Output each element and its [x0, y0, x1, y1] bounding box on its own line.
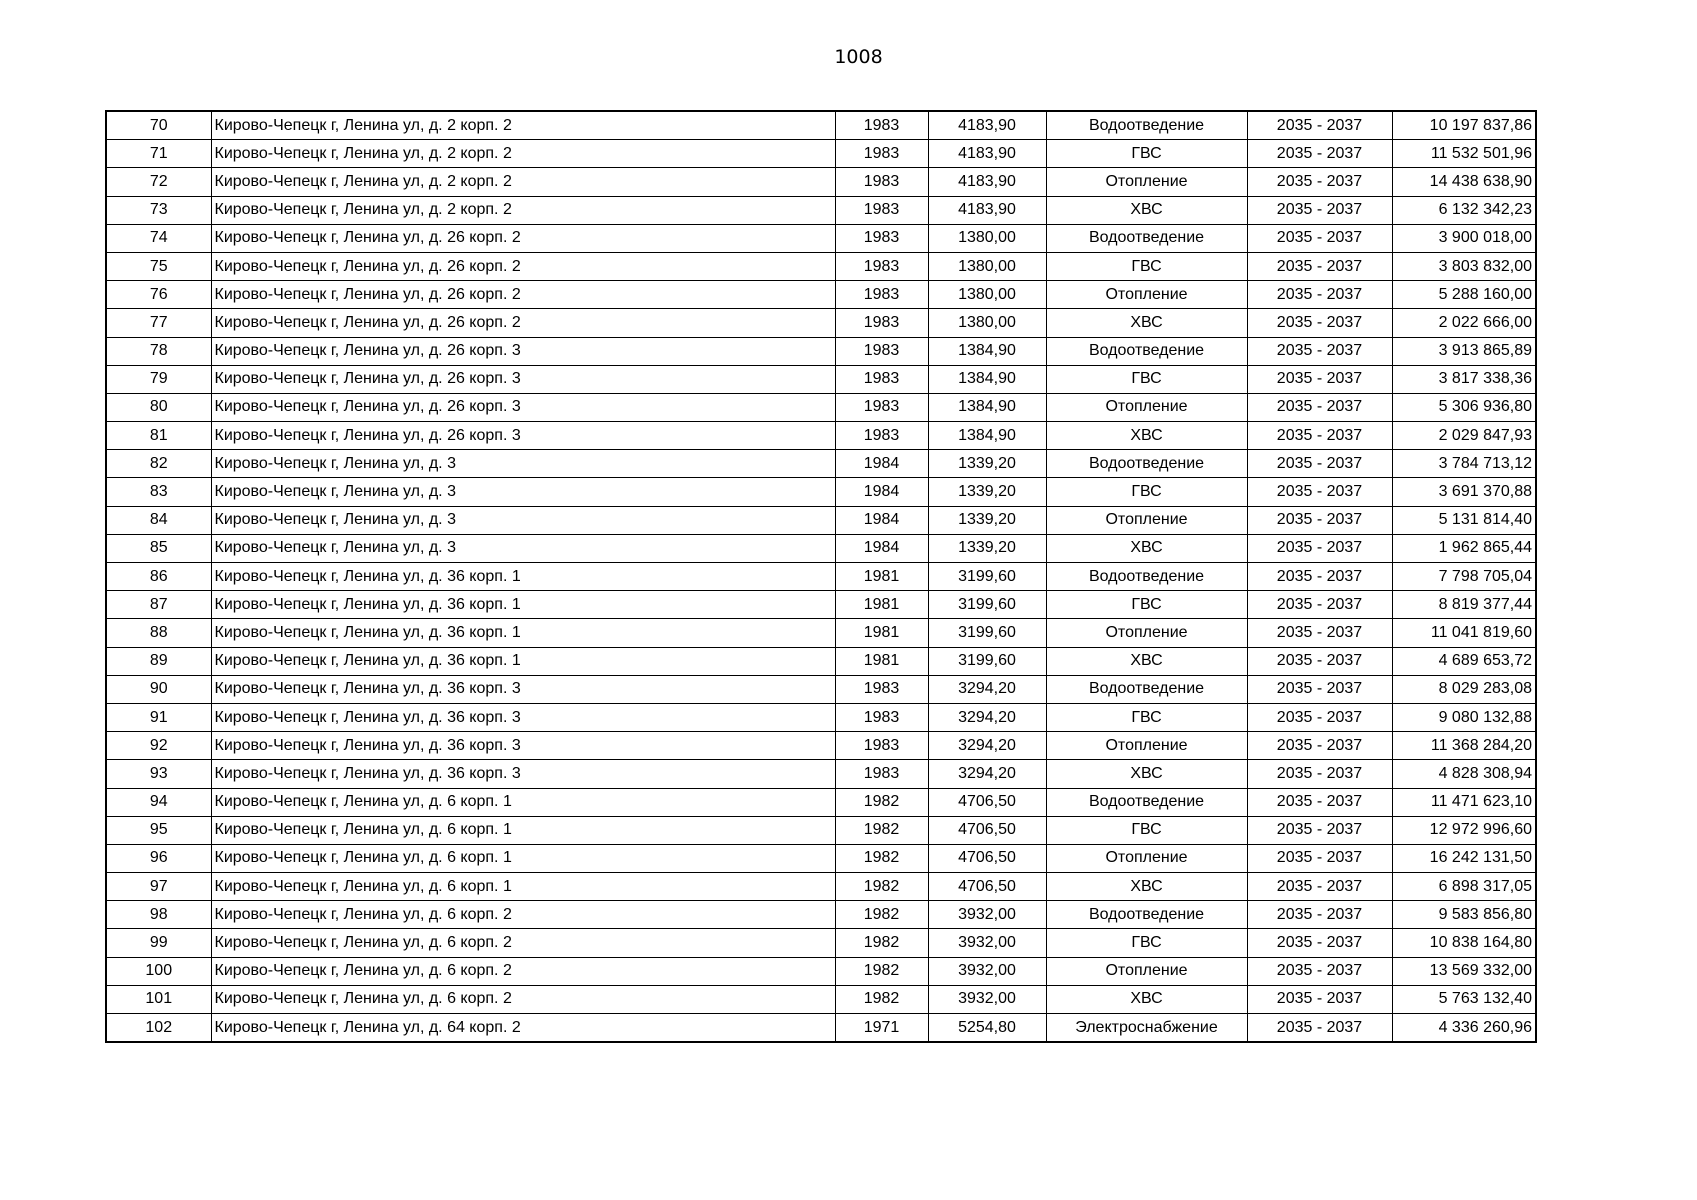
work-type-cell: ХВС	[1046, 647, 1247, 675]
year-cell: 1983	[835, 309, 928, 337]
year-cell: 1982	[835, 816, 928, 844]
year-cell: 1982	[835, 844, 928, 872]
work-type-cell: Отопление	[1046, 957, 1247, 985]
table-row	[106, 393, 1536, 421]
table-row	[106, 140, 1536, 168]
year-cell: 1984	[835, 450, 928, 478]
table-row	[106, 422, 1536, 450]
area-cell: 4183,90	[928, 140, 1046, 168]
area-cell: 3932,00	[928, 957, 1046, 985]
period-cell: 2035 - 2037	[1247, 760, 1392, 788]
work-type-cell: Водоотведение	[1046, 450, 1247, 478]
row-number-cell: 75	[106, 252, 211, 280]
cost-cell: 11 471 623,10	[1392, 788, 1536, 816]
work-type-cell: ХВС	[1046, 985, 1247, 1013]
address-cell: Кирово-Чепецк г, Ленина ул, д. 6 корп. 1	[211, 844, 835, 872]
work-type-cell: ГВС	[1046, 929, 1247, 957]
cost-cell: 2 022 666,00	[1392, 309, 1536, 337]
cost-cell: 11 368 284,20	[1392, 732, 1536, 760]
row-number-cell: 86	[106, 563, 211, 591]
period-cell: 2035 - 2037	[1247, 196, 1392, 224]
row-number-cell: 77	[106, 309, 211, 337]
work-type-cell: Отопление	[1046, 844, 1247, 872]
period-cell: 2035 - 2037	[1247, 534, 1392, 562]
work-type-cell: ХВС	[1046, 309, 1247, 337]
cost-cell: 3 691 370,88	[1392, 478, 1536, 506]
area-cell: 4706,50	[928, 788, 1046, 816]
work-type-cell: ГВС	[1046, 591, 1247, 619]
address-cell: Кирово-Чепецк г, Ленина ул, д. 26 корп. 3	[211, 422, 835, 450]
area-cell: 1380,00	[928, 281, 1046, 309]
row-number-cell: 101	[106, 985, 211, 1013]
year-cell: 1983	[835, 675, 928, 703]
address-cell: Кирово-Чепецк г, Ленина ул, д. 6 корп. 2	[211, 929, 835, 957]
row-number-cell: 80	[106, 393, 211, 421]
address-cell: Кирово-Чепецк г, Ленина ул, д. 6 корп. 2	[211, 957, 835, 985]
period-cell: 2035 - 2037	[1247, 816, 1392, 844]
year-cell: 1981	[835, 591, 928, 619]
row-number-cell: 78	[106, 337, 211, 365]
work-type-cell: ГВС	[1046, 703, 1247, 731]
cost-cell: 8 819 377,44	[1392, 591, 1536, 619]
period-cell: 2035 - 2037	[1247, 873, 1392, 901]
area-cell: 4706,50	[928, 816, 1046, 844]
year-cell: 1983	[835, 111, 928, 140]
period-cell: 2035 - 2037	[1247, 619, 1392, 647]
row-number-cell: 71	[106, 140, 211, 168]
repair-schedule-table	[105, 110, 1537, 1043]
address-cell: Кирово-Чепецк г, Ленина ул, д. 26 корп. 3	[211, 393, 835, 421]
table-row	[106, 534, 1536, 562]
cost-cell: 9 080 132,88	[1392, 703, 1536, 731]
table-row	[106, 478, 1536, 506]
table-row	[106, 563, 1536, 591]
cost-cell: 13 569 332,00	[1392, 957, 1536, 985]
work-type-cell: ХВС	[1046, 196, 1247, 224]
period-cell: 2035 - 2037	[1247, 337, 1392, 365]
work-type-cell: Водоотведение	[1046, 788, 1247, 816]
table-row	[106, 168, 1536, 196]
period-cell: 2035 - 2037	[1247, 957, 1392, 985]
table-row	[106, 675, 1536, 703]
row-number-cell: 70	[106, 111, 211, 140]
period-cell: 2035 - 2037	[1247, 563, 1392, 591]
work-type-cell: ГВС	[1046, 365, 1247, 393]
table-row	[106, 252, 1536, 280]
address-cell: Кирово-Чепецк г, Ленина ул, д. 2 корп. 2	[211, 168, 835, 196]
work-type-cell: Отопление	[1046, 619, 1247, 647]
cost-cell: 3 784 713,12	[1392, 450, 1536, 478]
area-cell: 3294,20	[928, 760, 1046, 788]
cost-cell: 4 828 308,94	[1392, 760, 1536, 788]
work-type-cell: ХВС	[1046, 873, 1247, 901]
address-cell: Кирово-Чепецк г, Ленина ул, д. 3	[211, 450, 835, 478]
cost-cell: 10 197 837,86	[1392, 111, 1536, 140]
work-type-cell: Водоотведение	[1046, 111, 1247, 140]
period-cell: 2035 - 2037	[1247, 901, 1392, 929]
cost-cell: 5 131 814,40	[1392, 506, 1536, 534]
row-number-cell: 90	[106, 675, 211, 703]
period-cell: 2035 - 2037	[1247, 393, 1392, 421]
period-cell: 2035 - 2037	[1247, 929, 1392, 957]
period-cell: 2035 - 2037	[1247, 478, 1392, 506]
period-cell: 2035 - 2037	[1247, 309, 1392, 337]
area-cell: 1384,90	[928, 393, 1046, 421]
table-row	[106, 788, 1536, 816]
area-cell: 3294,20	[928, 675, 1046, 703]
year-cell: 1982	[835, 901, 928, 929]
row-number-cell: 73	[106, 196, 211, 224]
cost-cell: 10 838 164,80	[1392, 929, 1536, 957]
row-number-cell: 100	[106, 957, 211, 985]
area-cell: 3199,60	[928, 619, 1046, 647]
area-cell: 1384,90	[928, 365, 1046, 393]
year-cell: 1983	[835, 732, 928, 760]
table-row	[106, 985, 1536, 1013]
area-cell: 1339,20	[928, 534, 1046, 562]
cost-cell: 5 306 936,80	[1392, 393, 1536, 421]
year-cell: 1983	[835, 140, 928, 168]
address-cell: Кирово-Чепецк г, Ленина ул, д. 26 корп. 2	[211, 309, 835, 337]
year-cell: 1983	[835, 365, 928, 393]
year-cell: 1984	[835, 506, 928, 534]
address-cell: Кирово-Чепецк г, Ленина ул, д. 6 корп. 2	[211, 901, 835, 929]
year-cell: 1983	[835, 224, 928, 252]
area-cell: 1339,20	[928, 506, 1046, 534]
year-cell: 1983	[835, 337, 928, 365]
period-cell: 2035 - 2037	[1247, 788, 1392, 816]
row-number-cell: 98	[106, 901, 211, 929]
address-cell: Кирово-Чепецк г, Ленина ул, д. 3	[211, 478, 835, 506]
row-number-cell: 97	[106, 873, 211, 901]
cost-cell: 2 029 847,93	[1392, 422, 1536, 450]
cost-cell: 3 900 018,00	[1392, 224, 1536, 252]
work-type-cell: ГВС	[1046, 478, 1247, 506]
table-row	[106, 365, 1536, 393]
cost-cell: 5 288 160,00	[1392, 281, 1536, 309]
row-number-cell: 92	[106, 732, 211, 760]
year-cell: 1971	[835, 1014, 928, 1043]
area-cell: 4183,90	[928, 168, 1046, 196]
row-number-cell: 88	[106, 619, 211, 647]
year-cell: 1983	[835, 703, 928, 731]
address-cell: Кирово-Чепецк г, Ленина ул, д. 3	[211, 534, 835, 562]
year-cell: 1982	[835, 788, 928, 816]
work-type-cell: ХВС	[1046, 534, 1247, 562]
cost-cell: 7 798 705,04	[1392, 563, 1536, 591]
cost-cell: 6 898 317,05	[1392, 873, 1536, 901]
address-cell: Кирово-Чепецк г, Ленина ул, д. 26 корп. 2	[211, 252, 835, 280]
row-number-cell: 72	[106, 168, 211, 196]
area-cell: 4706,50	[928, 873, 1046, 901]
area-cell: 1380,00	[928, 252, 1046, 280]
cost-cell: 6 132 342,23	[1392, 196, 1536, 224]
address-cell: Кирово-Чепецк г, Ленина ул, д. 3	[211, 506, 835, 534]
table-row	[106, 224, 1536, 252]
table-body	[106, 111, 1536, 1042]
table-row	[106, 1014, 1536, 1043]
work-type-cell: ГВС	[1046, 140, 1247, 168]
table-row	[106, 111, 1536, 140]
year-cell: 1981	[835, 619, 928, 647]
row-number-cell: 82	[106, 450, 211, 478]
row-number-cell: 81	[106, 422, 211, 450]
cost-cell: 8 029 283,08	[1392, 675, 1536, 703]
row-number-cell: 83	[106, 478, 211, 506]
period-cell: 2035 - 2037	[1247, 140, 1392, 168]
table-row	[106, 816, 1536, 844]
year-cell: 1984	[835, 534, 928, 562]
work-type-cell: Отопление	[1046, 506, 1247, 534]
cost-cell: 11 041 819,60	[1392, 619, 1536, 647]
area-cell: 4706,50	[928, 844, 1046, 872]
page-number: 1008	[834, 46, 883, 68]
period-cell: 2035 - 2037	[1247, 647, 1392, 675]
table-row	[106, 619, 1536, 647]
area-cell: 3932,00	[928, 901, 1046, 929]
table-row	[106, 844, 1536, 872]
table-row	[106, 506, 1536, 534]
address-cell: Кирово-Чепецк г, Ленина ул, д. 36 корп. 3	[211, 760, 835, 788]
cost-cell: 11 532 501,96	[1392, 140, 1536, 168]
area-cell: 3199,60	[928, 647, 1046, 675]
year-cell: 1983	[835, 168, 928, 196]
period-cell: 2035 - 2037	[1247, 224, 1392, 252]
table-row	[106, 450, 1536, 478]
period-cell: 2035 - 2037	[1247, 252, 1392, 280]
work-type-cell: Водоотведение	[1046, 224, 1247, 252]
year-cell: 1982	[835, 985, 928, 1013]
work-type-cell: Отопление	[1046, 281, 1247, 309]
row-number-cell: 96	[106, 844, 211, 872]
work-type-cell: ХВС	[1046, 422, 1247, 450]
table-row	[106, 703, 1536, 731]
row-number-cell: 74	[106, 224, 211, 252]
area-cell: 3199,60	[928, 563, 1046, 591]
period-cell: 2035 - 2037	[1247, 985, 1392, 1013]
table-row	[106, 901, 1536, 929]
row-number-cell: 89	[106, 647, 211, 675]
address-cell: Кирово-Чепецк г, Ленина ул, д. 2 корп. 2	[211, 140, 835, 168]
address-cell: Кирово-Чепецк г, Ленина ул, д. 6 корп. 2	[211, 985, 835, 1013]
period-cell: 2035 - 2037	[1247, 450, 1392, 478]
row-number-cell: 95	[106, 816, 211, 844]
address-cell: Кирово-Чепецк г, Ленина ул, д. 6 корп. 1	[211, 873, 835, 901]
period-cell: 2035 - 2037	[1247, 111, 1392, 140]
row-number-cell: 99	[106, 929, 211, 957]
work-type-cell: Отопление	[1046, 168, 1247, 196]
area-cell: 3199,60	[928, 591, 1046, 619]
cost-cell: 3 817 338,36	[1392, 365, 1536, 393]
area-cell: 5254,80	[928, 1014, 1046, 1043]
year-cell: 1983	[835, 252, 928, 280]
area-cell: 3294,20	[928, 732, 1046, 760]
work-type-cell: Водоотведение	[1046, 337, 1247, 365]
row-number-cell: 76	[106, 281, 211, 309]
work-type-cell: ХВС	[1046, 760, 1247, 788]
year-cell: 1983	[835, 393, 928, 421]
address-cell: Кирово-Чепецк г, Ленина ул, д. 36 корп. 1	[211, 591, 835, 619]
year-cell: 1983	[835, 281, 928, 309]
cost-cell: 1 962 865,44	[1392, 534, 1536, 562]
address-cell: Кирово-Чепецк г, Ленина ул, д. 26 корп. 2	[211, 281, 835, 309]
row-number-cell: 94	[106, 788, 211, 816]
period-cell: 2035 - 2037	[1247, 422, 1392, 450]
cost-cell: 3 913 865,89	[1392, 337, 1536, 365]
table-row	[106, 873, 1536, 901]
area-cell: 1384,90	[928, 422, 1046, 450]
work-type-cell: ГВС	[1046, 816, 1247, 844]
area-cell: 1339,20	[928, 478, 1046, 506]
table-row	[106, 309, 1536, 337]
work-type-cell: Отопление	[1046, 393, 1247, 421]
table-row	[106, 929, 1536, 957]
row-number-cell: 85	[106, 534, 211, 562]
year-cell: 1982	[835, 929, 928, 957]
year-cell: 1982	[835, 873, 928, 901]
cost-cell: 16 242 131,50	[1392, 844, 1536, 872]
table-row	[106, 281, 1536, 309]
period-cell: 2035 - 2037	[1247, 732, 1392, 760]
period-cell: 2035 - 2037	[1247, 168, 1392, 196]
cost-cell: 4 689 653,72	[1392, 647, 1536, 675]
address-cell: Кирово-Чепецк г, Ленина ул, д. 2 корп. 2	[211, 111, 835, 140]
cost-cell: 5 763 132,40	[1392, 985, 1536, 1013]
table-row	[106, 337, 1536, 365]
table-row	[106, 760, 1536, 788]
cost-cell: 14 438 638,90	[1392, 168, 1536, 196]
address-cell: Кирово-Чепецк г, Ленина ул, д. 6 корп. 1	[211, 788, 835, 816]
period-cell: 2035 - 2037	[1247, 506, 1392, 534]
row-number-cell: 87	[106, 591, 211, 619]
year-cell: 1983	[835, 422, 928, 450]
address-cell: Кирово-Чепецк г, Ленина ул, д. 36 корп. 1	[211, 563, 835, 591]
area-cell: 1339,20	[928, 450, 1046, 478]
year-cell: 1983	[835, 760, 928, 788]
year-cell: 1984	[835, 478, 928, 506]
table-row	[106, 196, 1536, 224]
period-cell: 2035 - 2037	[1247, 844, 1392, 872]
row-number-cell: 79	[106, 365, 211, 393]
table-row	[106, 732, 1536, 760]
work-type-cell: Электроснабжение	[1046, 1014, 1247, 1043]
period-cell: 2035 - 2037	[1247, 703, 1392, 731]
period-cell: 2035 - 2037	[1247, 675, 1392, 703]
year-cell: 1981	[835, 563, 928, 591]
cost-cell: 4 336 260,96	[1392, 1014, 1536, 1043]
work-type-cell: Водоотведение	[1046, 563, 1247, 591]
address-cell: Кирово-Чепецк г, Ленина ул, д. 2 корп. 2	[211, 196, 835, 224]
row-number-cell: 102	[106, 1014, 211, 1043]
address-cell: Кирово-Чепецк г, Ленина ул, д. 36 корп. 1	[211, 647, 835, 675]
cost-cell: 3 803 832,00	[1392, 252, 1536, 280]
year-cell: 1981	[835, 647, 928, 675]
address-cell: Кирово-Чепецк г, Ленина ул, д. 36 корп. 3	[211, 675, 835, 703]
row-number-cell: 93	[106, 760, 211, 788]
address-cell: Кирово-Чепецк г, Ленина ул, д. 64 корп. 2	[211, 1014, 835, 1043]
period-cell: 2035 - 2037	[1247, 1014, 1392, 1043]
work-type-cell: Водоотведение	[1046, 901, 1247, 929]
year-cell: 1983	[835, 196, 928, 224]
address-cell: Кирово-Чепецк г, Ленина ул, д. 6 корп. 1	[211, 816, 835, 844]
period-cell: 2035 - 2037	[1247, 281, 1392, 309]
address-cell: Кирово-Чепецк г, Ленина ул, д. 36 корп. 1	[211, 619, 835, 647]
area-cell: 1380,00	[928, 309, 1046, 337]
period-cell: 2035 - 2037	[1247, 591, 1392, 619]
table-row	[106, 591, 1536, 619]
cost-cell: 12 972 996,60	[1392, 816, 1536, 844]
work-type-cell: ГВС	[1046, 252, 1247, 280]
address-cell: Кирово-Чепецк г, Ленина ул, д. 26 корп. 2	[211, 224, 835, 252]
address-cell: Кирово-Чепецк г, Ленина ул, д. 36 корп. 3	[211, 732, 835, 760]
table-row	[106, 957, 1536, 985]
work-type-cell: Водоотведение	[1046, 675, 1247, 703]
address-cell: Кирово-Чепецк г, Ленина ул, д. 36 корп. 3	[211, 703, 835, 731]
row-number-cell: 84	[106, 506, 211, 534]
area-cell: 3932,00	[928, 929, 1046, 957]
area-cell: 3294,20	[928, 703, 1046, 731]
period-cell: 2035 - 2037	[1247, 365, 1392, 393]
area-cell: 3932,00	[928, 985, 1046, 1013]
address-cell: Кирово-Чепецк г, Ленина ул, д. 26 корп. 3	[211, 337, 835, 365]
year-cell: 1982	[835, 957, 928, 985]
area-cell: 1384,90	[928, 337, 1046, 365]
row-number-cell: 91	[106, 703, 211, 731]
area-cell: 1380,00	[928, 224, 1046, 252]
cost-cell: 9 583 856,80	[1392, 901, 1536, 929]
address-cell: Кирово-Чепецк г, Ленина ул, д. 26 корп. 3	[211, 365, 835, 393]
area-cell: 4183,90	[928, 196, 1046, 224]
area-cell: 4183,90	[928, 111, 1046, 140]
work-type-cell: Отопление	[1046, 732, 1247, 760]
table-row	[106, 647, 1536, 675]
